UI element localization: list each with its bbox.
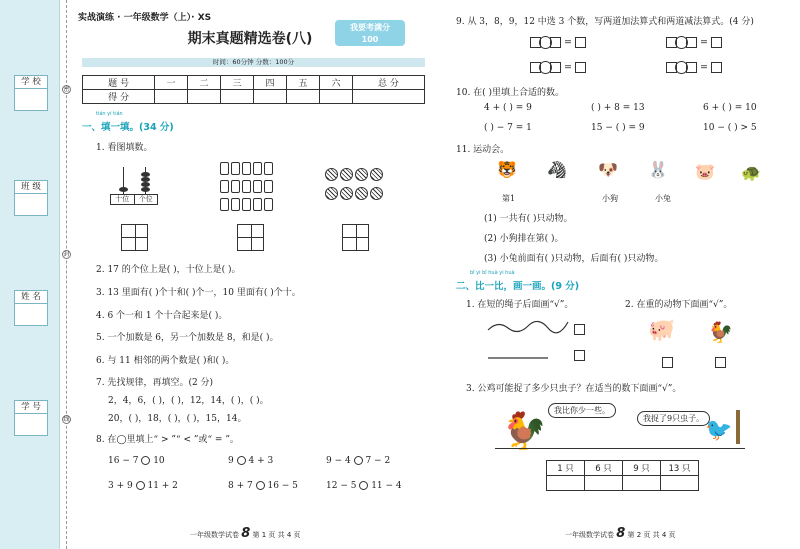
- score-cell: 六: [319, 76, 352, 90]
- ball: [355, 168, 368, 181]
- name-label: 姓 名: [14, 290, 48, 304]
- ball: [355, 187, 368, 200]
- q7-line1: 2，4，6，( )，( )，12，14，( )，( )。: [108, 396, 269, 406]
- compare-circle[interactable]: [141, 456, 150, 465]
- pig-icon: 🐖: [648, 318, 676, 343]
- ball: [370, 168, 383, 181]
- answer-grid[interactable]: [237, 224, 264, 251]
- candle: [253, 180, 262, 193]
- compare-left: 3 + 9: [108, 481, 133, 491]
- ball-figure: [325, 168, 395, 203]
- label-rabbit: 小兔: [655, 194, 671, 203]
- compare-circle[interactable]: [256, 481, 265, 490]
- compare-circle[interactable]: [136, 481, 145, 490]
- seal-mark-3: 线: [63, 416, 70, 423]
- seal-mark-2: 封: [63, 251, 70, 258]
- candle: [231, 180, 240, 193]
- score-cell: 四: [253, 76, 286, 90]
- candle: [253, 162, 262, 175]
- score-input[interactable]: [155, 90, 188, 104]
- score-input[interactable]: [188, 90, 221, 104]
- class-label: 班 级: [14, 180, 48, 194]
- q7-line2: 20，( )，18，( )，( )，15，14。: [108, 414, 247, 424]
- ground-line: [495, 448, 745, 449]
- compare-right: 11 − 4: [371, 481, 402, 491]
- equation-box: =: [530, 61, 586, 74]
- footer-right: [565, 526, 676, 541]
- score-cell: 三: [221, 76, 254, 90]
- footer-title: 一年级数学试卷: [565, 531, 614, 539]
- section2-title: 二、比一比，画一画。(9 分): [456, 281, 580, 292]
- count-answer-cell[interactable]: [623, 476, 661, 491]
- label-dog: 小狗: [602, 194, 618, 203]
- compare-left: 8 + 7: [228, 481, 253, 491]
- q9-text: 9. 从 3，8，9，12 中选 3 个数，写两道加法算式和两道减法算式。(4 分): [456, 17, 754, 27]
- footer-left: [190, 526, 301, 541]
- count-header-row: [547, 461, 699, 476]
- ball: [325, 168, 338, 181]
- candle: [242, 180, 251, 193]
- compare-item: [326, 456, 390, 466]
- abacus-label-ones: 个位: [138, 195, 153, 203]
- compare-item: [228, 481, 298, 491]
- badge-text: 我要考满分: [350, 23, 390, 32]
- candle-figure: [220, 162, 280, 214]
- score-cell: 题 号: [83, 76, 155, 90]
- fill-item: 10 − ( ) > 5: [703, 123, 757, 133]
- candle-row: [220, 162, 280, 178]
- blank-square[interactable]: [686, 37, 697, 48]
- compare-left: 16 − 7: [108, 456, 139, 466]
- abacus-label-tens: 十位: [111, 195, 135, 204]
- score-cell: 一: [155, 76, 188, 90]
- blank-square[interactable]: [575, 37, 586, 48]
- score-row: [83, 90, 425, 104]
- count-option: 13 只: [661, 461, 699, 476]
- candle: [220, 198, 229, 211]
- compare-item: [108, 481, 178, 491]
- candle: [220, 162, 229, 175]
- school-field[interactable]: [14, 89, 48, 111]
- pig-checkbox[interactable]: [662, 357, 673, 368]
- q11-sub1: (1) 一共有( )只动物。: [484, 214, 573, 224]
- section2-pinyin: bǐ yi bǐ huà yi huà: [470, 270, 515, 276]
- blank-square[interactable]: [550, 37, 561, 48]
- score-input[interactable]: [286, 90, 319, 104]
- page-title: 期末真题精选卷(八): [187, 31, 313, 47]
- name-field[interactable]: [14, 304, 48, 326]
- count-answer-cell[interactable]: [661, 476, 699, 491]
- compare-right: 7 − 2: [365, 456, 391, 466]
- score-input[interactable]: [352, 90, 424, 104]
- fill-item: ( ) − 7 = 1: [484, 123, 532, 133]
- count-answer-row: [547, 476, 699, 491]
- pig-icon: 🐷: [695, 162, 715, 181]
- abacus-figure: [110, 165, 160, 205]
- fill-item: ( ) + 8 = 13: [591, 103, 645, 113]
- score-input[interactable]: [221, 90, 254, 104]
- dog-icon: 🐶: [598, 160, 618, 179]
- candle: [242, 198, 251, 211]
- equation-box: =: [666, 36, 722, 49]
- compare-right: 11 + 2: [147, 481, 178, 491]
- class-field[interactable]: [14, 194, 48, 216]
- compare-circle[interactable]: [237, 456, 246, 465]
- candle-row: [220, 198, 280, 214]
- label-first: 第1: [502, 194, 516, 203]
- compare-circle[interactable]: [359, 481, 368, 490]
- fill-item: 15 − ( ) = 9: [591, 123, 645, 133]
- series-header: 实战演练 · 一年级数学（上）· XS: [78, 13, 212, 23]
- ball: [340, 187, 353, 200]
- ball-row: [325, 187, 395, 203]
- school-label: 学 校: [14, 75, 48, 89]
- q8-text: 8. 在◯里填上“ > ”“ < ”或“ = ”。: [96, 435, 239, 445]
- compare-left: 9: [228, 456, 234, 466]
- q5-text: 5. 一个加数是 6，另一个加数是 8，和是( )。: [96, 333, 279, 343]
- abacus-bead: [141, 187, 150, 192]
- q7-text: 7. 先找规律，再填空。(2 分): [96, 378, 214, 388]
- score-header-row: [83, 76, 425, 90]
- candle: [264, 162, 273, 175]
- turtle-icon: 🐢: [741, 163, 761, 182]
- compare-left: 12 − 5: [326, 481, 357, 491]
- exam-meta: 时间：60分钟 分数：100分: [82, 58, 425, 67]
- count-option: 1 只: [547, 461, 585, 476]
- compare-item: [326, 481, 402, 491]
- rooster-icon: 🐓: [708, 320, 733, 344]
- candle-row: [220, 180, 280, 196]
- abacus-bead: [119, 187, 128, 192]
- candle: [242, 162, 251, 175]
- compare-right: 16 − 5: [267, 481, 298, 491]
- count-answer-cell[interactable]: [585, 476, 623, 491]
- q2-text: 2. 17 的个位上是( )，十位上是( )。: [96, 265, 241, 275]
- equation-box: =: [666, 61, 722, 74]
- seal-line: [66, 0, 67, 549]
- score-cell: 总 分: [352, 76, 424, 90]
- candle: [253, 198, 262, 211]
- badge-number: 100: [361, 35, 379, 44]
- s2q3-text: 3. 公鸡可能捉了多少只虫子？在适当的数下面画“√”。: [466, 384, 682, 394]
- score-input[interactable]: [253, 90, 286, 104]
- blank-square[interactable]: [686, 62, 697, 73]
- compare-right: 10: [153, 456, 165, 466]
- rooster-speech-bubble: 我比你少一些。: [548, 403, 616, 418]
- footer-number: 8: [241, 526, 251, 541]
- q4-text: 4. 6 个一和 1 个十合起来是( )。: [96, 311, 228, 321]
- tiger-icon: 🐯: [497, 160, 517, 179]
- footer-page: 第 1 页 共 4 页: [252, 531, 301, 539]
- equation-box: =: [530, 36, 586, 49]
- candle: [231, 198, 240, 211]
- section1-pinyin: tián yi tián: [96, 111, 123, 117]
- full-score-badge: [335, 20, 405, 46]
- section1-title: 一、填一填。(34 分): [82, 122, 174, 133]
- rooster-icon: 🐓: [502, 411, 547, 452]
- s2q1-text: 1. 在短的绳子后面画“√”。: [466, 300, 574, 310]
- answer-grid[interactable]: [121, 224, 148, 251]
- ball-row: [325, 168, 395, 184]
- tree-branch: [736, 410, 740, 444]
- q11-sub3: (3) 小兔前面有( )只动物，后面有( )只动物。: [484, 254, 664, 264]
- answer-grid[interactable]: [342, 224, 369, 251]
- score-cell: 得 分: [83, 90, 155, 104]
- ball: [340, 168, 353, 181]
- q11-text: 11. 运动会。: [456, 145, 510, 155]
- count-table: [546, 460, 699, 491]
- fill-item: 4 + ( ) = 9: [484, 103, 532, 113]
- ropes-figure: [486, 318, 571, 363]
- blank-square[interactable]: [550, 62, 561, 73]
- ball: [370, 187, 383, 200]
- compare-right: 4 + 3: [248, 456, 274, 466]
- rooster-checkbox[interactable]: [715, 357, 726, 368]
- count-option: 9 只: [623, 461, 661, 476]
- s2q2-text: 2. 在重的动物下面画“√”。: [625, 300, 733, 310]
- compare-circle[interactable]: [354, 456, 363, 465]
- student-id-field[interactable]: [14, 414, 48, 436]
- footer-page: 第 2 页 共 4 页: [627, 531, 676, 539]
- q3-text: 3. 13 里面有( )个十和( )个一，10 里面有( )个十。: [96, 288, 301, 298]
- count-answer-cell[interactable]: [547, 476, 585, 491]
- short-rope-checkbox[interactable]: [574, 350, 585, 361]
- seal-mark-1: 密: [63, 86, 70, 93]
- compare-item: [108, 456, 165, 466]
- candle: [231, 162, 240, 175]
- count-option: 6 只: [585, 461, 623, 476]
- ball: [325, 187, 338, 200]
- footer-number: 8: [616, 526, 626, 541]
- student-id-label: 学 号: [14, 400, 48, 414]
- fill-item: 6 + ( ) = 10: [703, 103, 757, 113]
- bird-icon: 🐦: [705, 418, 733, 443]
- zebra-icon: 🦓: [547, 160, 567, 179]
- candle: [220, 180, 229, 193]
- compare-item: [228, 456, 273, 466]
- compare-left: 9 − 4: [326, 456, 351, 466]
- q11-sub2: (2) 小狗排在第( )。: [484, 234, 564, 244]
- score-table: [82, 75, 425, 104]
- abacus-base: [110, 194, 158, 205]
- blank-square[interactable]: [575, 62, 586, 73]
- q6-text: 6. 与 11 相邻的两个数是( )和( )。: [96, 356, 235, 366]
- footer-title: 一年级数学试卷: [190, 531, 239, 539]
- candle: [264, 180, 273, 193]
- q10-text: 10. 在( )里填上合适的数。: [456, 88, 565, 98]
- candle: [264, 198, 273, 211]
- rabbit-icon: 🐰: [648, 160, 668, 179]
- long-rope-checkbox[interactable]: [574, 324, 585, 335]
- score-input[interactable]: [319, 90, 352, 104]
- blank-square[interactable]: [711, 37, 722, 48]
- blank-square[interactable]: [711, 62, 722, 73]
- q1-text: 1. 看图填数。: [96, 143, 153, 153]
- score-cell: 五: [286, 76, 319, 90]
- bird-speech-bubble: 我捉了9只虫子。: [637, 411, 710, 426]
- score-cell: 二: [188, 76, 221, 90]
